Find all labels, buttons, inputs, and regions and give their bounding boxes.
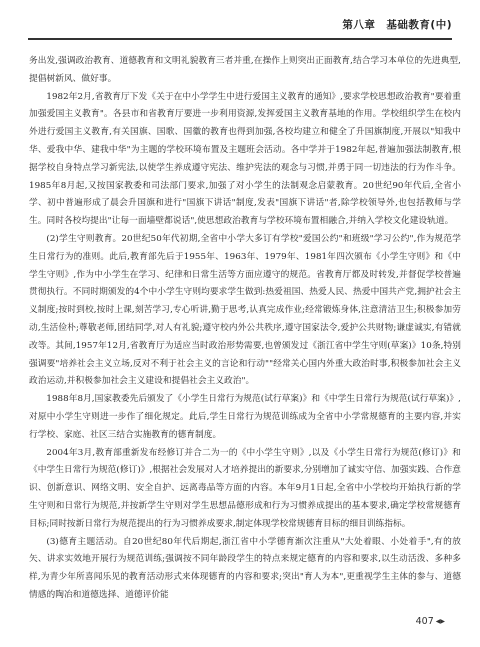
paragraph-moral-themes: (3)德育主题活动。自20世纪80年代后期起,浙江省中小学德育渐次注重从"大处着眼、小处着手",有的放矢、讲求实效地开展行为规范训练;强调按不同年龄段学生的特点来规定德育的内容和要求,以生动活泼、多种多样,为青少年所喜闻乐见的教育活动形式来体现德育的内容和要求;突出"育人为本",更重视学生主体的参与、道德情感的陶冶和道德选择、道德评价能 bbox=[29, 536, 461, 600]
header-rule bbox=[28, 38, 452, 40]
paragraph-patriotic-education: 1982年2月,省教育厅下发《关于在中小学学生中进行爱国主义教育的通知》,要求学校思想政治教育"要着重加强爱国主义教育"。各县市和省教育厅要进一步利用资源,发挥爱国主义教育基地的作用。学校组织学生在校内外进行爱国主义教育,有关国旗、国歌、国徽的教育也得到加强,各校均建立和健全了升国旗制度,开展以"知我中华、爱我中华、建我中华"为主题的学校环境布置及主题班会活动。各中学并于1982年起,普遍加强法制教育,根据学校自身特点学习新宪法,以使学生养成遵守宪法、维护宪法的观念与习惯,并勇于同一切违法的行为作斗争。1985年8月起,又按国家教委和司法部门要求,加强了对小学生的法制观念启蒙教育。20世纪90年代后,全省小学、初中普遍形成了晨会升国旗和进行"国旗下讲话"制度,发表"国旗下讲话"者,除学校领导外,也包括教师与学生。同时各校均提出"让每一面墙壁都说话",使思想政治教育与学校环境布置相融合,并纳入学校文化建设轨道。 bbox=[29, 91, 461, 227]
paragraph-continuation: 务出发,强调政治教育、道德教育和文明礼貌教育三者并重,在操作上则突出正面教育,结合学习本单位的先进典型,提倡树新风、做好事。 bbox=[29, 56, 461, 84]
page-marker-icon: ◀▶ bbox=[435, 618, 445, 625]
body-text bbox=[29, 53, 461, 608]
paragraph-student-code: (2)学生守则教育。20世纪50年代初期,全省中小学大多订有学校"爱国公约"和班级"学习公约",作为规范学生日常行为的准则。此后,教育部先后于1955年、1963年、1979年、1981年四次颁布《小学生守则》和《中学生守则》,作为中小学生在学习、纪律和日常生活等方面应遵守的规范。省教育厅都及时转发,并督促学校普遍贯彻执行。不同时期颁发的4个中小学生守则均要求学生做到:热爱祖国、热爱人民、热爱中国共产党,拥护社会主义制度;按时到校,按时上课,刻苦学习,专心听讲,勤于思考,认真完成作业;经常锻炼身体,注意清洁卫生;积极参加劳动,生活俭朴;尊敬老师,团结同学,对人有礼貌;遵守校内外公共秩序,遵守国家法令,爱护公共财物;谦虚诚实,有错就改等。其间,1957年12月,省教育厅为适应当时政治形势需要,也曾颁发过《浙江省中学生守则(草案)》10条,特别强调要"培养社会主义立场,反对不利于社会主义的言论和行动""经常关心国内外重大政治时事,积极参加社会主义政治运动,并积极参加社会主义建设和提倡社会主义政治"。 bbox=[29, 233, 461, 387]
paragraph-1988-norms: 1988年8月,国家教委先后颁发了《小学生日常行为规范(试行草案)》和《中学生日常行为规范(试行草案)》,对原中小学生守则进一步作了细化规定。此后,学生日常行为规范训练成为全省中小学常规德育的主要内容,并实行学校、家庭、社区三结合实施教育的德育制度。 bbox=[29, 394, 461, 440]
chapter-title: 第八章 基础教育(中) bbox=[342, 19, 452, 31]
paragraph-2004-revision: 2004年3月,教育部重新发布经修订并合二为一的《中小学生守则》,以及《小学生日常行为规范(修订)》和《中学生日常行为规范(修订)》,根据社会发展对人才培养提出的新要求,分别增加了诚实守信、加强实践、合作意识、创新意识、网络文明、安全自护、远离毒品等方面的内容。本年9月1日起,全省中小学校均开始执行新的学生守则和日常行为规范,并按新学生守则对学生思想品德形成和行为习惯养成提出的基本要求,确定学校常规德育目标;同时按新日常行为规范提出的行为习惯养成要求,制定体现学校常规德育目标的细目训练指标。 bbox=[29, 447, 461, 529]
running-header bbox=[28, 10, 452, 44]
page-number: 407 bbox=[415, 616, 434, 627]
page-footer bbox=[416, 616, 445, 627]
